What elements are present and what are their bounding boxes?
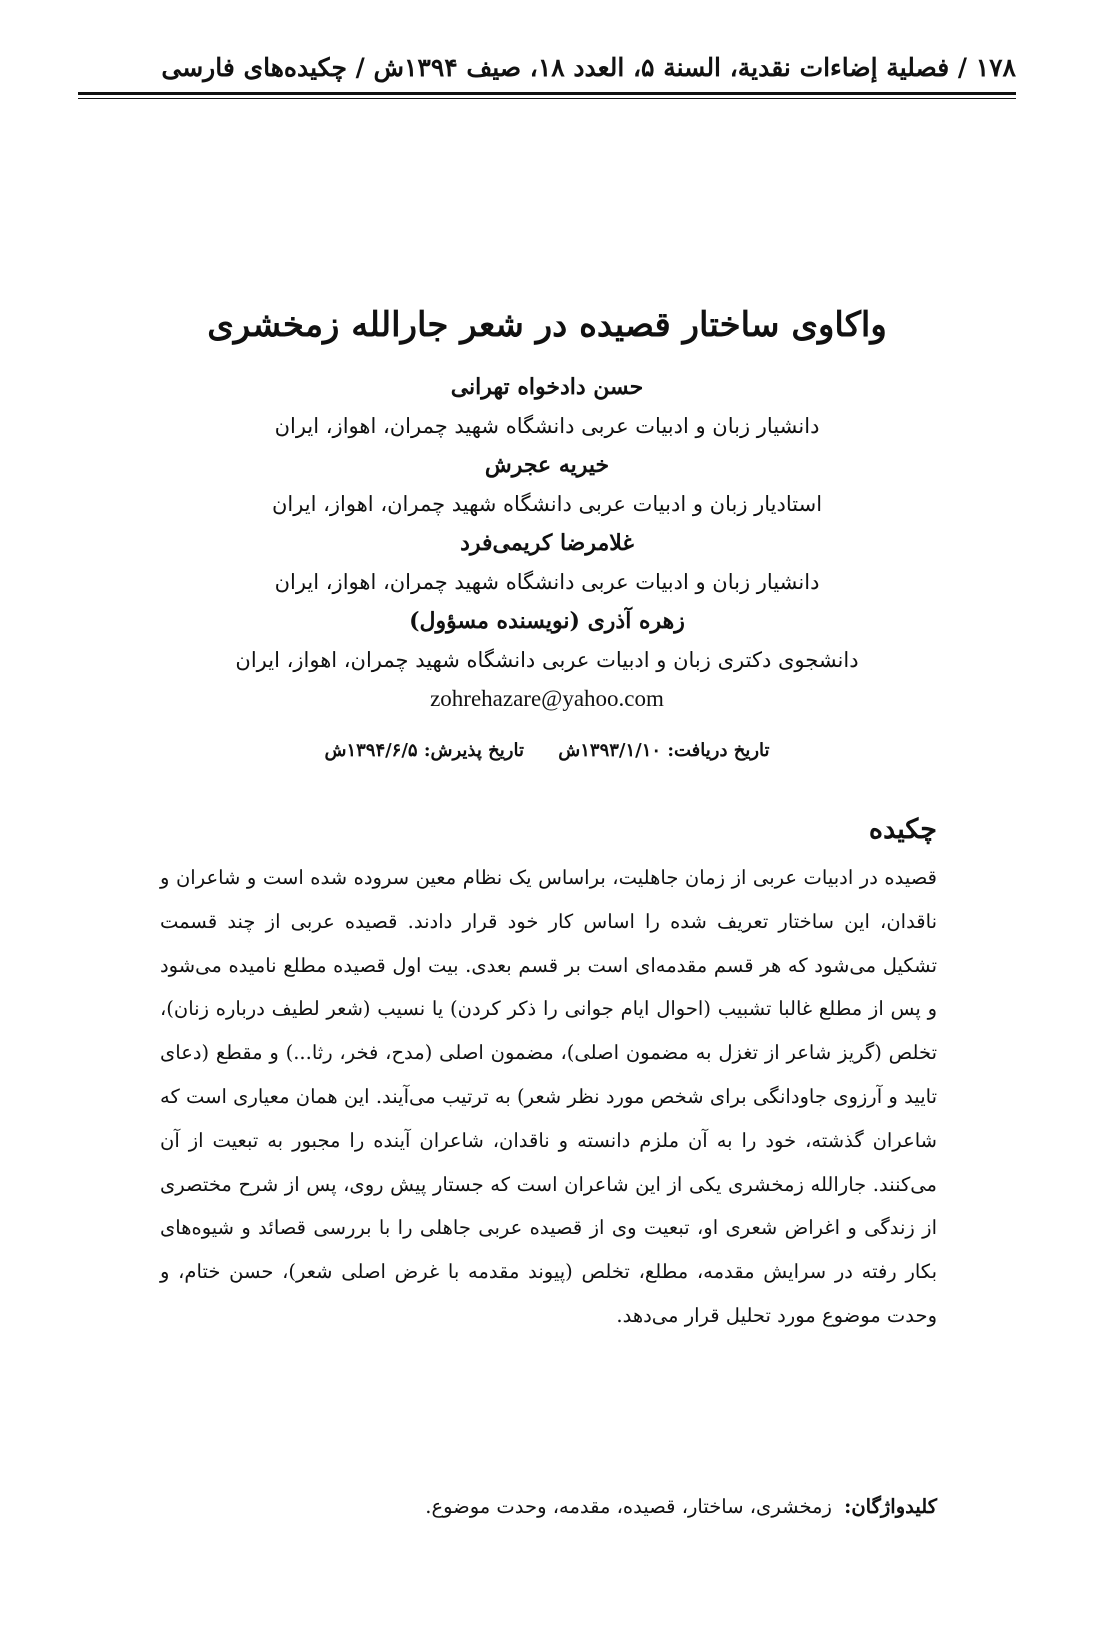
article-title: واکاوی ساختار قصیده در شعر جارالله زمخشری <box>207 305 887 345</box>
submission-dates <box>78 734 1016 768</box>
keywords <box>160 1487 937 1527</box>
accepted-date: تاریخ پذیرش: ۱۳۹۴/۶/۵ش <box>324 740 524 761</box>
author-email: zohrehazare@yahoo.com <box>430 686 664 711</box>
author-name: غلامرضا کریمی‌فرد <box>460 530 634 556</box>
abstract-text: قصیده در ادبیات عربی از زمان جاهلیت، براساس یک نظام معین سروده شده است و شاعران و ناقدان، این ساختار تعریف شده را اساس کار خود قرار دادند. قصیده عربی از چند قسمت تشکیل می‌شود که هر قسم مقدمه‌ای است بر قسم بعدی. بیت اول قصیده مطلع نامیده می‌شود و پس از مطلع غالبا تشبیب (احوال ایام جوانی را ذکر کردن) یا نسیب (شعر لطیف درباره زنان)، تخلص (گریز شاعر از تغزل به مضمون اصلی)، مضمون اصلی (مدح، فخر، رثا...) و مقطع (دعای تایید و آرزوی جاودانگی برای شخص مورد نظر شعر) به ترتیب می‌آیند. این همان معیاری است که شاعران گذشته، خود را به آن ملزم دانسته و ناقدان، شاعران آینده را مجبور به تبعیت از آن می‌کنند. جارالله زمخشری یکی از این شاعران است که جستار پیش روی، پس از شرح مختصری از زندگی و اغراض شعری او، تبعیت وی از قصیده عربی جاهلی را با بررسی قصائد و شیوه‌های بکار رفته در سرایش مقدمه، مطلع، تخلص (پیوند مقدمه با غرض اصلی شعر)، حسن ختام، و وحدت موضوع مورد تحلیل قرار می‌دهد. <box>160 866 937 1327</box>
author-name: خیریه عجرش <box>484 452 610 478</box>
running-head: ۱۷۸ / فصلية إضاءات نقدية، السنة ۵، العدد ۱۸، صيف ۱۳۹۴ش / چکیده‌های فارسی <box>161 53 1016 82</box>
keywords-label: کلیدواژگان: <box>844 1495 937 1518</box>
header-rule-thin <box>78 98 1016 99</box>
corresponding-author-name: زهره آذری (نویسنده مسؤول) <box>409 608 685 634</box>
keywords-text: زمخشری، ساختار، قصیده، مقدمه، وحدت موضوع. <box>425 1495 832 1518</box>
abstract-heading: چکیده <box>868 814 937 845</box>
author-name: حسن دادخواه تهرانی <box>450 374 644 400</box>
author-affiliation: دانشجوی دکتری زبان و ادبیات عربی دانشگاه شهید چمران، اهواز، ایران <box>235 648 859 672</box>
received-date: تاریخ دریافت: ۱۳۹۳/۱/۱۰ش <box>558 740 770 761</box>
author-affiliation: دانشیار زبان و ادبیات عربی دانشگاه شهید چمران، اهواز، ایران <box>274 414 820 438</box>
author-block <box>78 368 1016 718</box>
author-affiliation: دانشیار زبان و ادبیات عربی دانشگاه شهید چمران، اهواز، ایران <box>274 570 820 594</box>
author-affiliation: استادیار زبان و ادبیات عربی دانشگاه شهید چمران، اهواز، ایران <box>271 492 823 516</box>
header-rule-thick <box>78 92 1016 95</box>
